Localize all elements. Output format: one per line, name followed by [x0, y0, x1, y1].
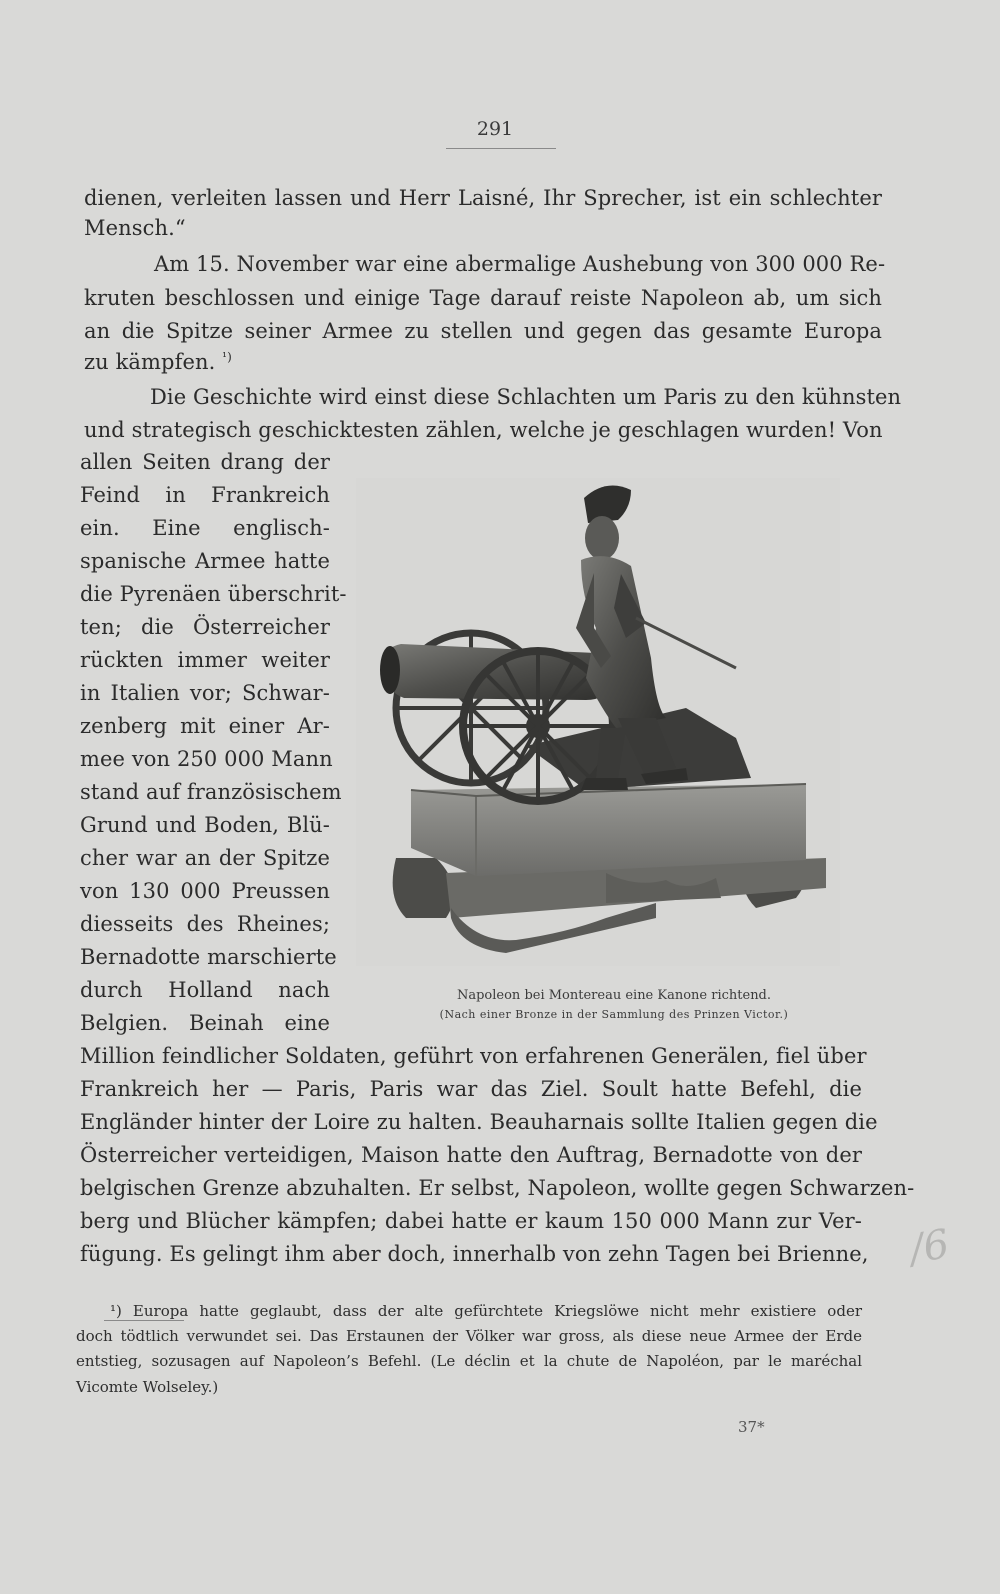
header-rule — [446, 148, 556, 149]
text-line: spanische Armee hatte — [80, 549, 330, 573]
text-line: Die Geschichte wird einst diese Schlachten um Paris zu den kühnsten — [150, 385, 902, 409]
footnote-line: ¹) Europa hatte geglaubt, dass der alte gefürchtete Kriegslöwe nicht mehr existiere oder — [110, 1302, 862, 1320]
text-line: rückten immer weiter — [80, 648, 330, 672]
text-line: allen Seiten drang der — [80, 450, 330, 474]
text-line: Grund und Boden, Blü- — [80, 813, 330, 837]
text-line: die Pyrenäen überschrit- — [80, 582, 347, 606]
footnote-marker: ¹) — [222, 350, 232, 364]
napoleon-cannon-illustration — [356, 478, 840, 966]
text-line: ein. Eine englisch- — [80, 516, 330, 540]
text-line: Belgien. Beinah eine — [80, 1011, 330, 1035]
text-line: Frankreich her — Paris, Paris war das Ziel. Soult hatte Befehl, die — [80, 1077, 862, 1101]
page-number: 291 — [476, 118, 514, 140]
text-line: ten; die Österreicher — [80, 615, 330, 639]
text-line: zenberg mit einer Ar- — [80, 714, 330, 738]
text-line: Bernadotte marschierte — [80, 945, 337, 969]
text-line: Österreicher verteidigen, Maison hatte den Auftrag, Bernadotte von der — [80, 1143, 862, 1167]
pencil-mark: /6 — [906, 1220, 953, 1274]
signature-mark: 37* — [738, 1418, 765, 1436]
footnote-line: Vicomte Wolseley.) — [76, 1378, 219, 1396]
text-line: fügung. Es gelingt ihm aber doch, innerhalb von zehn Tagen bei Brienne, — [80, 1242, 869, 1266]
text-line: cher war an der Spitze — [80, 846, 330, 870]
text-line: kruten beschlossen und einige Tage darauf reiste Napoleon ab, um sich — [84, 286, 882, 310]
text-line: Engländer hinter der Loire zu halten. Beauharnais sollte Italien gegen die — [80, 1110, 878, 1134]
text-line: dienen, verleiten lassen und Herr Laisné, Ihr Sprecher, ist ein schlechter — [84, 186, 882, 210]
text-line: berg und Blücher kämpfen; dabei hatte er kaum 150 000 Mann zur Ver- — [80, 1209, 862, 1233]
footnote-line: entstieg, sozusagen auf Napoleon’s Befehl. (Le déclin et la chute de Napoléon, par le maréchal — [76, 1352, 862, 1370]
text-line: in Italien vor; Schwar- — [80, 681, 330, 705]
figure-credit: (Nach einer Bronze in der Sammlung des Prinzen Victor.) — [439, 1008, 789, 1021]
text-line: durch Holland nach — [80, 978, 330, 1002]
text-line: Feind in Frankreich — [80, 483, 330, 507]
text-line: Mensch.“ — [84, 216, 186, 240]
text-line: diesseits des Rheines; — [80, 912, 330, 936]
figure-caption: Napoleon bei Montereau eine Kanone richtend. — [456, 988, 772, 1003]
footnote-rule — [104, 1320, 184, 1321]
footnote-line: doch tödtlich verwundet sei. Das Erstaunen der Völker war gross, als diese neue Armee der Erde — [76, 1327, 862, 1345]
text-line: Am 15. November war eine abermalige Aushebung von 300 000 Re- — [154, 252, 886, 276]
text-line: mee von 250 000 Mann — [80, 747, 333, 771]
text-line: belgischen Grenze abzuhalten. Er selbst, Napoleon, wollte gegen Schwarzen- — [80, 1176, 915, 1200]
text-line: zu kämpfen. $^{^1)}$ — [84, 350, 232, 374]
text-line: stand auf französischem — [80, 780, 342, 804]
text-line: von 130 000 Preussen — [80, 879, 330, 903]
text-line: an die Spitze seiner Armee zu stellen und gegen das gesamte Europa — [84, 319, 882, 343]
text-line: Million feindlicher Soldaten, geführt von erfahrenen Generälen, fiel über — [80, 1044, 867, 1068]
text-line: und strategisch geschicktesten zählen, welche je geschlagen wurden! Von — [84, 418, 883, 442]
